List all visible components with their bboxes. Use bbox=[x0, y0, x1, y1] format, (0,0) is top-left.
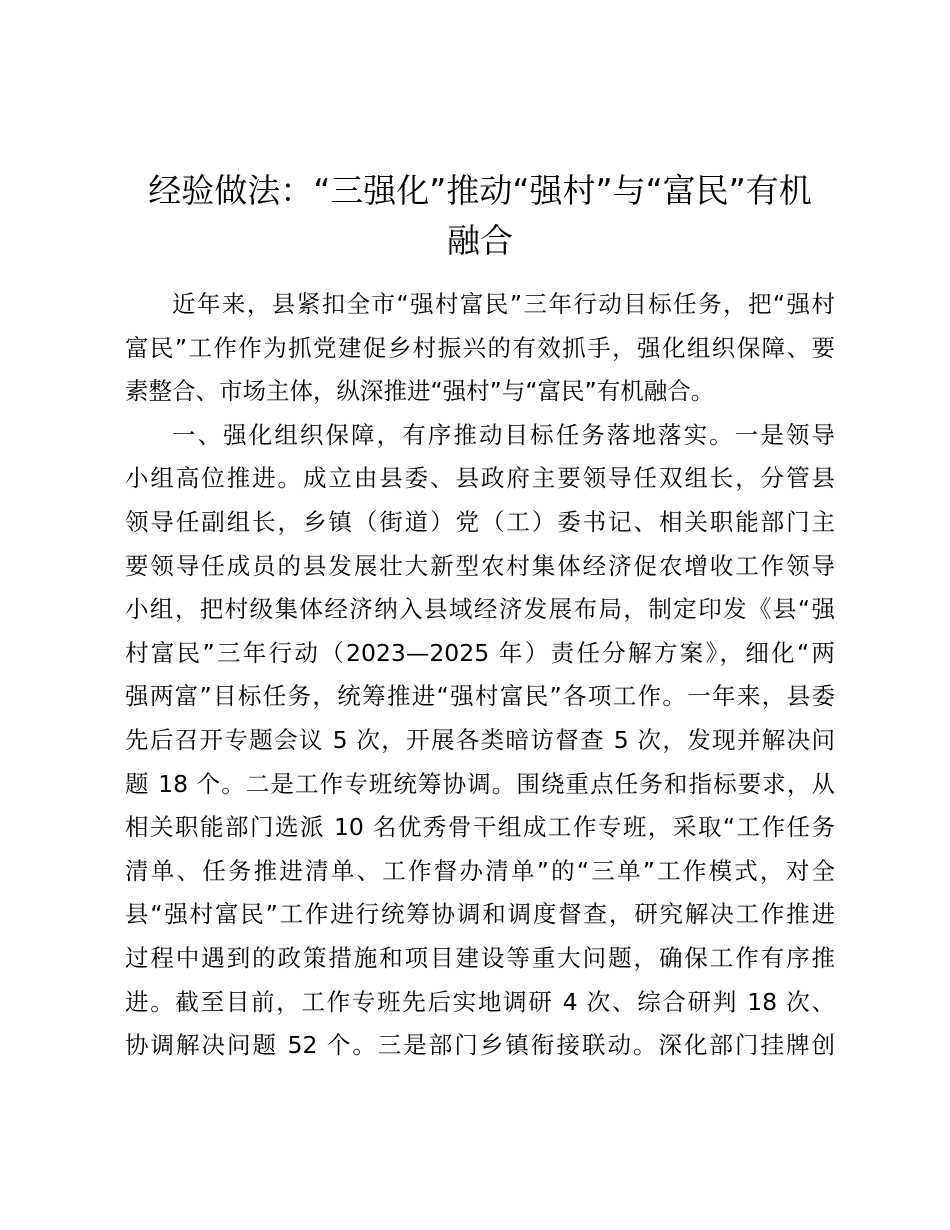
body-line: 清单、任务推进清单、工作督办清单”的“三单”工作模式，对全 bbox=[125, 856, 835, 885]
body-line: 县“强村富民”工作进行统筹协调和调度督查，研究解决工作推进 bbox=[125, 900, 835, 929]
title-line-2: 融合 bbox=[447, 221, 513, 260]
body-line: 进。截至目前，工作专班先后实地调研 4 次、综合研判 18 次、 bbox=[125, 987, 835, 1016]
body-line: 一、强化组织保障，有序推动目标任务落地落实。一是领导 bbox=[172, 420, 835, 449]
body-line: 富民”工作作为抓党建促乡村振兴的有效抓手，强化组织保障、要 bbox=[125, 333, 835, 362]
body-line: 先后召开专题会议 5 次，开展各类暗访督查 5 次，发现并解决问 bbox=[125, 725, 835, 754]
body-line: 题 18 个。二是工作专班统筹协调。围绕重点任务和指标要求，从 bbox=[125, 769, 835, 798]
document-body bbox=[125, 283, 835, 1068]
body-line: 强两富”目标任务，统筹推进“强村富民”各项工作。一年来，县委 bbox=[125, 682, 835, 711]
body-line: 素整合、市场主体，纵深推进“强村”与“富民”有机融合。 bbox=[125, 377, 715, 406]
document-title bbox=[125, 166, 835, 266]
body-line: 小组高位推进。成立由县委、县政府主要领导任双组长，分管县 bbox=[125, 464, 835, 493]
body-line: 小组，把村级集体经济纳入县域经济发展布局，制定印发《县“强 bbox=[125, 595, 835, 624]
body-line: 村富民”三年行动（2023—2025 年）责任分解方案》，细化“两 bbox=[125, 638, 835, 667]
body-line: 协调解决问题 52 个。三是部门乡镇衔接联动。深化部门挂牌创 bbox=[125, 1031, 835, 1060]
body-line: 要领导任成员的县发展壮大新型农村集体经济促农增收工作领导 bbox=[125, 551, 835, 580]
body-line: 领导任副组长，乡镇（街道）党（工）委书记、相关职能部门主 bbox=[125, 507, 835, 536]
body-line: 相关职能部门选派 10 名优秀骨干组成工作专班，采取“工作任务 bbox=[125, 813, 835, 842]
body-line: 过程中遇到的政策措施和项目建设等重大问题，确保工作有序推 bbox=[125, 943, 835, 972]
body-line: 近年来，县紧扣全市“强村富民”三年行动目标任务，把“强村 bbox=[172, 290, 835, 318]
title-line-1: 经验做法：“三强化”推动“强村”与“富民”有机 bbox=[148, 171, 812, 210]
